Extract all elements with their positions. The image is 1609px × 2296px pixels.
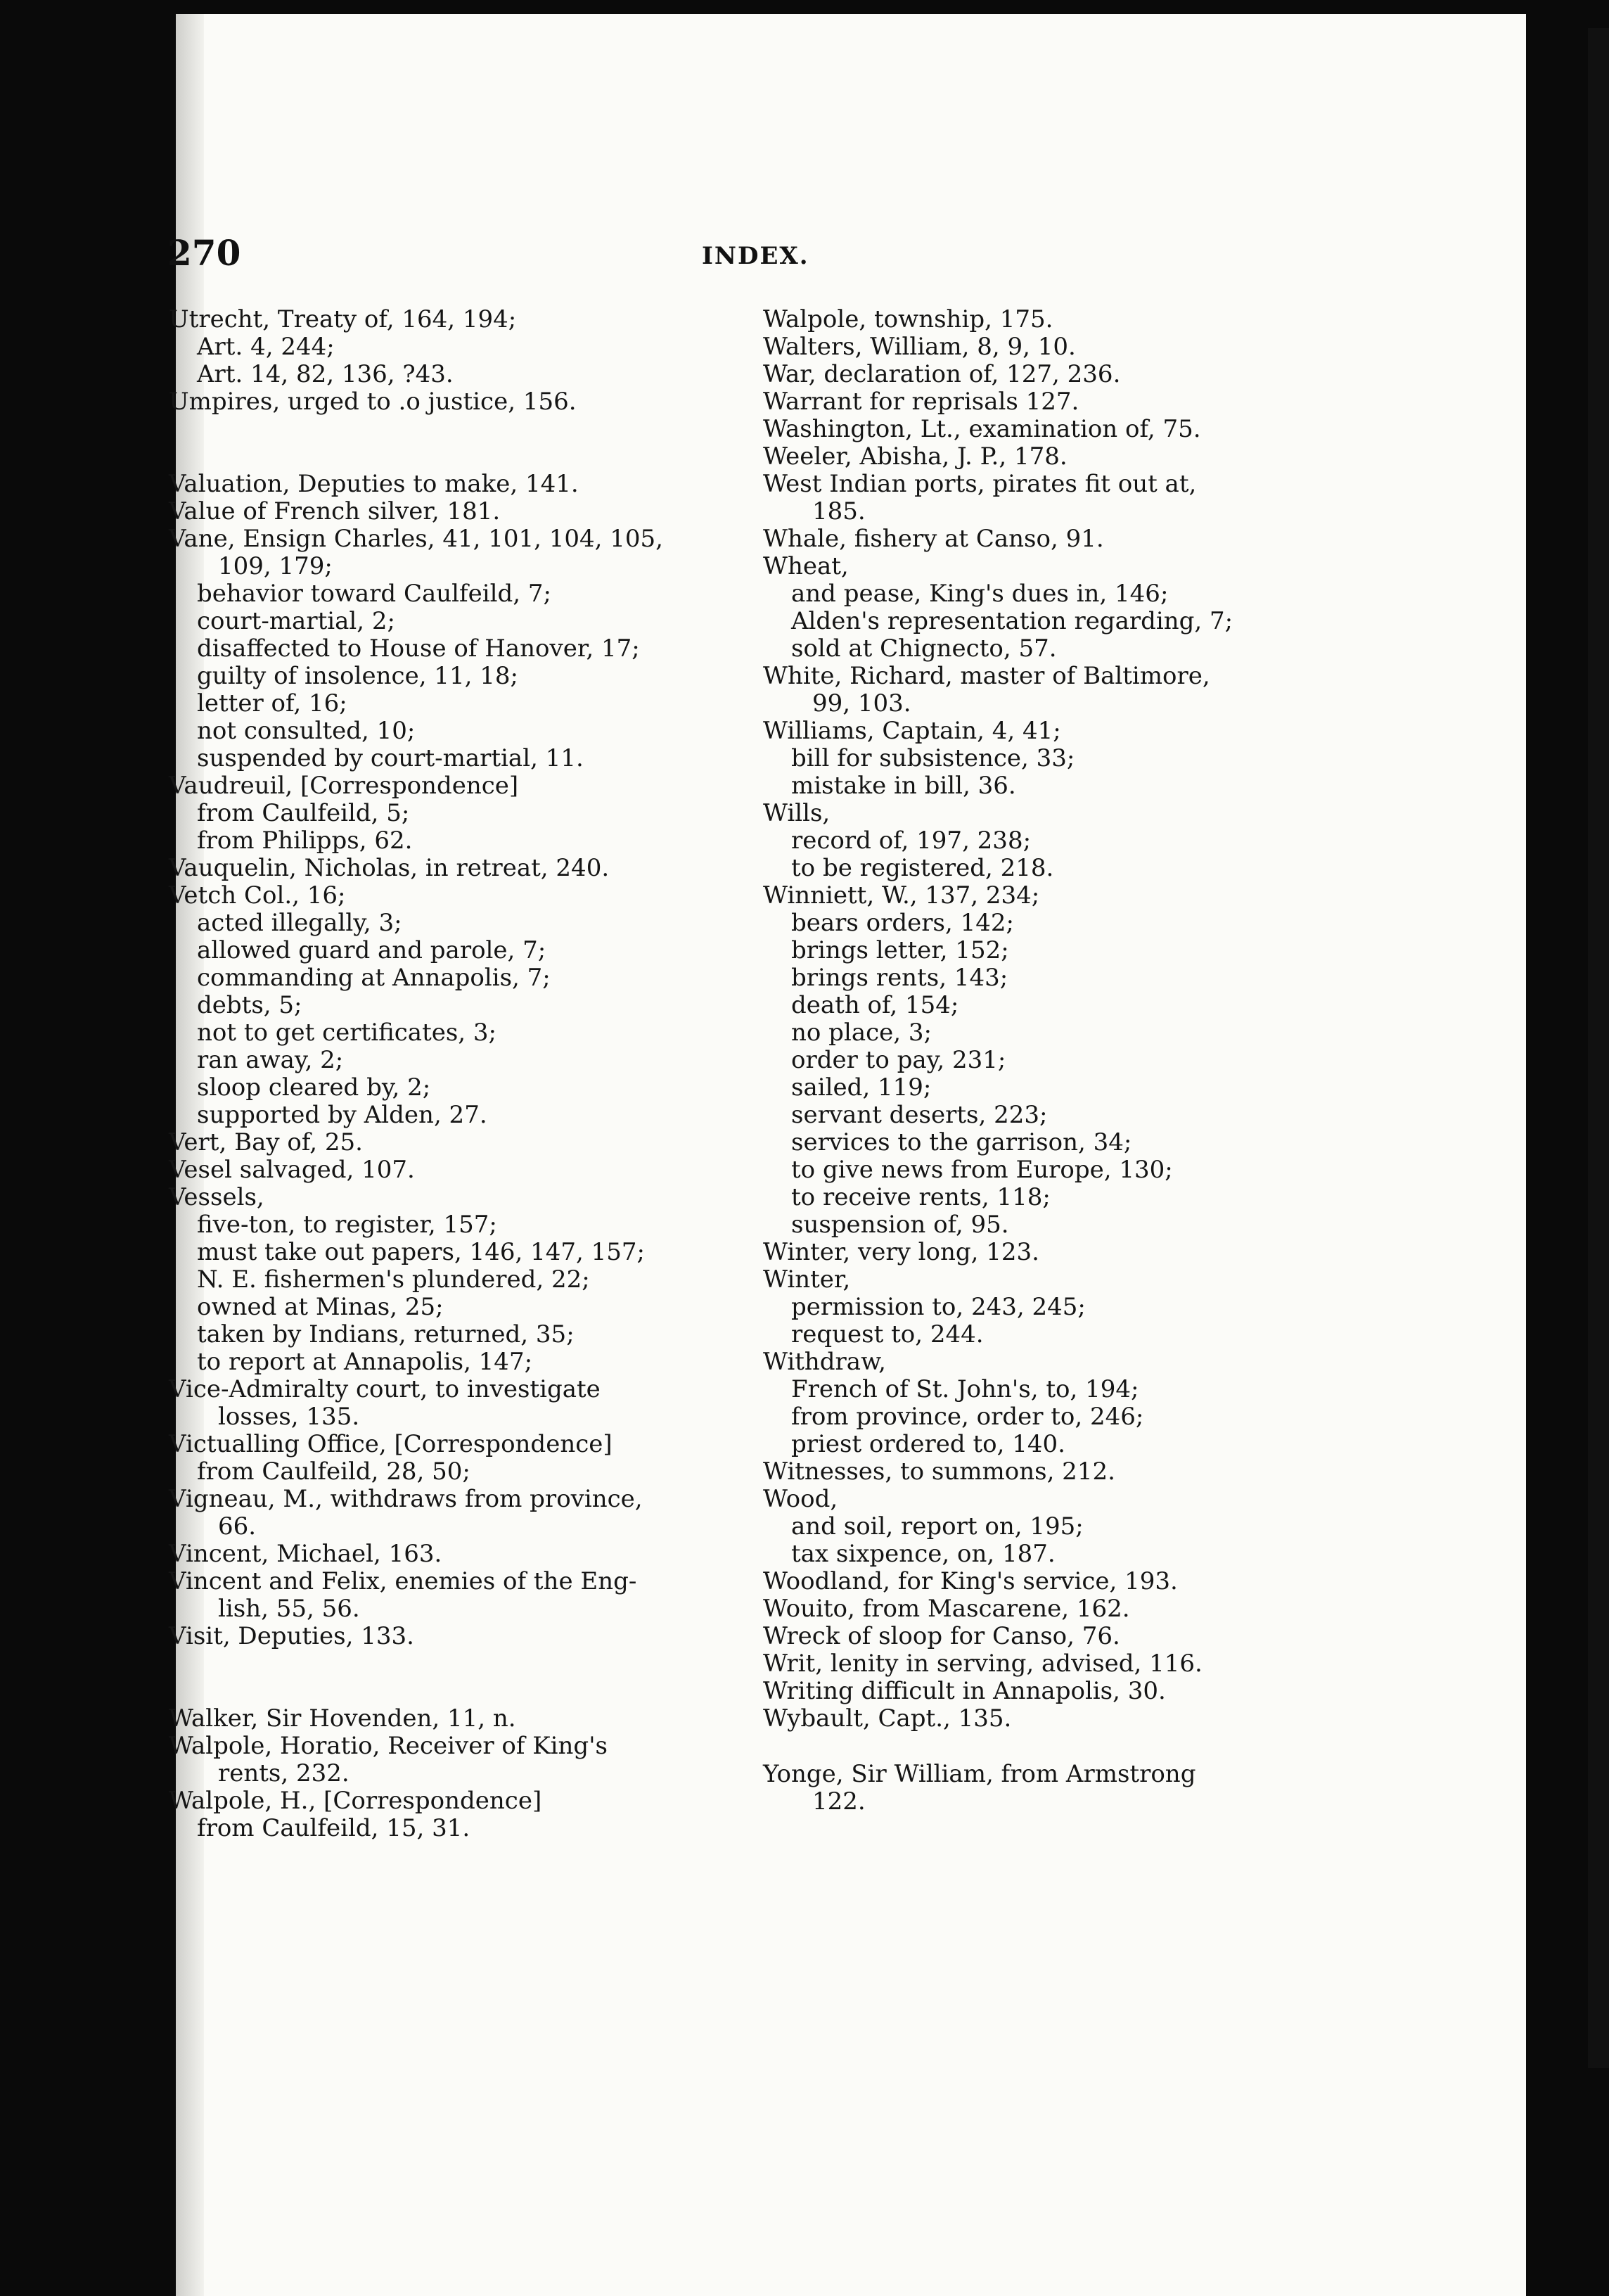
index-subentry: order to pay, 231;: [791, 1046, 1006, 1074]
index-entry: Withdraw,: [763, 1348, 886, 1376]
index-subentry: no place, 3;: [791, 1019, 932, 1047]
index-subentry: disaffected to House of Hanover, 17;: [197, 634, 640, 663]
index-entry: Victualling Office, [Correspondence]: [169, 1430, 613, 1458]
index-subentry: from Caulfeild, 5;: [197, 799, 410, 827]
index-column-left: [169, 306, 738, 1842]
index-entry: Walpole, H., [Correspondence]: [169, 1787, 542, 1815]
index-subentry: court-martial, 2;: [197, 607, 395, 635]
index-subentry: Art. 14, 82, 136, ?43.: [197, 360, 454, 388]
index-subentry: acted illegally, 3;: [197, 909, 402, 937]
index-entry-continuation: rents, 232.: [218, 1759, 350, 1787]
index-entry: Vesel salvaged, 107.: [169, 1156, 415, 1184]
index-subentry: death of, 154;: [791, 991, 959, 1019]
index-entry-continuation: 99, 103.: [812, 689, 911, 718]
index-column-right: [763, 306, 1329, 1816]
index-subentry: to receive rents, 118;: [791, 1183, 1051, 1211]
index-entry: Utrecht, Treaty of, 164, 194;: [169, 305, 517, 333]
index-entry: Valuation, Deputies to make, 141.: [169, 470, 579, 498]
index-entry: Visit, Deputies, 133.: [169, 1622, 414, 1650]
index-entry-continuation: 66.: [218, 1512, 257, 1541]
index-subentry: guilty of insolence, 11, 18;: [197, 662, 518, 690]
index-entry: Winter,: [763, 1265, 851, 1294]
index-subentry: ran away, 2;: [197, 1046, 344, 1074]
index-subentry: suspended by court-martial, 11.: [197, 744, 584, 772]
index-entry: Wybault, Capt., 135.: [763, 1704, 1012, 1733]
index-subentry: debts, 5;: [197, 991, 302, 1019]
index-subentry: supported by Alden, 27.: [197, 1101, 487, 1129]
index-subentry: behavior toward Caulfeild, 7;: [197, 580, 551, 608]
index-subentry: owned at Minas, 25;: [197, 1293, 444, 1321]
index-subentry: allowed guard and parole, 7;: [197, 936, 546, 964]
index-subentry: to be registered, 218.: [791, 854, 1054, 882]
index-entry: Williams, Captain, 4, 41;: [763, 717, 1061, 745]
page-header: [167, 232, 1278, 281]
index-subentry: brings letter, 152;: [791, 936, 1009, 964]
index-subentry: bill for subsistence, 33;: [791, 744, 1075, 772]
index-entry: Vincent, Michael, 163.: [169, 1540, 442, 1568]
index-entry: Vessels,: [169, 1183, 264, 1211]
index-subentry: Art. 4, 244;: [197, 333, 335, 361]
page-number: 270: [167, 232, 241, 274]
index-subentry: not to get certificates, 3;: [197, 1019, 497, 1047]
index-subentry: from Philipps, 62.: [197, 827, 413, 855]
index-subentry: to report at Annapolis, 147;: [197, 1348, 533, 1376]
index-entry: Walters, William, 8, 9, 10.: [763, 333, 1076, 361]
index-entry: Winter, very long, 123.: [763, 1238, 1039, 1266]
index-entry: Walpole, township, 175.: [763, 305, 1053, 333]
index-entry: Writing difficult in Annapolis, 30.: [763, 1677, 1166, 1705]
index-subentry: N. E. fishermen's plundered, 22;: [197, 1265, 590, 1294]
index-subentry: sloop cleared by, 2;: [197, 1073, 431, 1102]
index-subentry: permission to, 243, 245;: [791, 1293, 1086, 1321]
index-entry: Weeler, Abisha, J. P., 178.: [763, 442, 1068, 471]
index-subentry: sailed, 119;: [791, 1073, 932, 1102]
index-entry-continuation: losses, 135.: [218, 1403, 360, 1431]
index-subentry: from Caulfeild, 15, 31.: [197, 1814, 470, 1842]
index-entry: Washington, Lt., examination of, 75.: [763, 415, 1201, 443]
index-entry: Vaudreuil, [Correspondence]: [169, 772, 519, 800]
index-entry: Vauquelin, Nicholas, in retreat, 240.: [169, 854, 610, 882]
index-entry: Vincent and Felix, enemies of the Eng-: [169, 1567, 637, 1595]
index-subentry: brings rents, 143;: [791, 964, 1008, 992]
index-entry-continuation: lish, 55, 56.: [218, 1595, 360, 1623]
index-entry: West Indian ports, pirates fit out at,: [763, 470, 1197, 498]
index-subentry: must take out papers, 146, 147, 157;: [197, 1238, 645, 1266]
index-subentry: mistake in bill, 36.: [791, 772, 1016, 800]
index-entry-continuation: 122.: [812, 1787, 866, 1816]
index-subentry: services to the garrison, 34;: [791, 1128, 1132, 1156]
index-subentry: taken by Indians, returned, 35;: [197, 1320, 575, 1348]
index-entry: Winniett, W., 137, 234;: [763, 881, 1040, 910]
index-subentry: sold at Chignecto, 57.: [791, 634, 1057, 663]
index-entry: Vane, Ensign Charles, 41, 101, 104, 105,: [169, 525, 663, 553]
index-entry: Writ, lenity in serving, advised, 116.: [763, 1650, 1203, 1678]
index-subentry: request to, 244.: [791, 1320, 984, 1348]
index-subentry: servant deserts, 223;: [791, 1101, 1048, 1129]
index-entry: Vice-Admiralty court, to investigate: [169, 1375, 601, 1403]
index-entry: Wouito, from Mascarene, 162.: [763, 1595, 1130, 1623]
index-subentry: suspension of, 95.: [791, 1211, 1009, 1239]
index-entry: Walpole, Horatio, Receiver of King's: [169, 1732, 608, 1760]
index-entry: Yonge, Sir William, from Armstrong: [763, 1760, 1196, 1788]
index-entry: Vigneau, M., withdraws from province,: [169, 1485, 643, 1513]
index-entry: Woodland, for King's service, 193.: [763, 1567, 1178, 1595]
index-subentry: French of St. John's, to, 194;: [791, 1375, 1139, 1403]
index-entry: Vetch Col., 16;: [169, 881, 346, 910]
binding-shadow: [1588, 28, 1609, 2068]
index-entry: Wreck of sloop for Canso, 76.: [763, 1622, 1120, 1650]
index-entry: Warrant for reprisals 127.: [763, 388, 1079, 416]
index-entry-continuation: 185.: [812, 497, 866, 525]
index-entry: Wheat,: [763, 552, 849, 580]
index-entry: Whale, fishery at Canso, 91.: [763, 525, 1104, 553]
index-subentry: bears orders, 142;: [791, 909, 1014, 937]
index-entry: Umpires, urged to .o justice, 156.: [169, 388, 577, 416]
index-subentry: record of, 197, 238;: [791, 827, 1032, 855]
index-subentry: five-ton, to register, 157;: [197, 1211, 497, 1239]
index-subentry: and soil, report on, 195;: [791, 1512, 1084, 1541]
index-subentry: to give news from Europe, 130;: [791, 1156, 1173, 1184]
index-entry: Value of French silver, 181.: [169, 497, 501, 525]
index-entry: Vert, Bay of, 25.: [169, 1128, 363, 1156]
index-entry: War, declaration of, 127, 236.: [763, 360, 1121, 388]
index-entry: Wood,: [763, 1485, 838, 1513]
running-head: INDEX.: [702, 242, 809, 270]
index-subentry: commanding at Annapolis, 7;: [197, 964, 551, 992]
section-spacer: [169, 1650, 738, 1705]
index-entry: Wills,: [763, 799, 831, 827]
index-subentry: Alden's representation regarding, 7;: [791, 607, 1233, 635]
index-subentry: from province, order to, 246;: [791, 1403, 1144, 1431]
index-entry: Walker, Sir Hovenden, 11, n.: [169, 1704, 516, 1733]
index-entry: Witnesses, to summons, 212.: [763, 1458, 1115, 1486]
index-subentry: and pease, King's dues in, 146;: [791, 580, 1169, 608]
index-subentry: not consulted, 10;: [197, 717, 416, 745]
section-spacer: [169, 416, 738, 471]
index-entry-continuation: 109, 179;: [218, 552, 333, 580]
index-subentry: from Caulfeild, 28, 50;: [197, 1458, 470, 1486]
index-subentry: priest ordered to, 140.: [791, 1430, 1065, 1458]
index-subentry: letter of, 16;: [197, 689, 347, 718]
index-entry: White, Richard, master of Baltimore,: [763, 662, 1210, 690]
index-subentry: tax sixpence, on, 187.: [791, 1540, 1056, 1568]
section-spacer: [763, 1733, 1329, 1761]
